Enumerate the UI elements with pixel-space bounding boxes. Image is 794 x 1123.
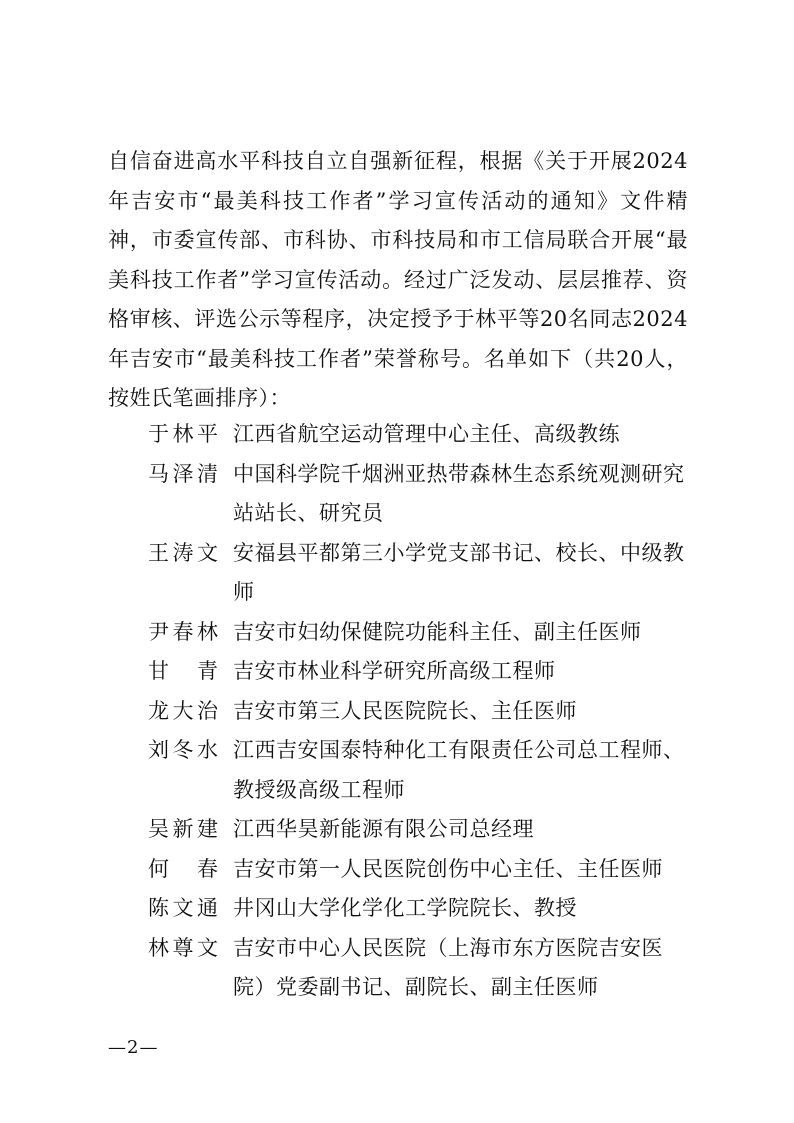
honoree-title: 安福县平都第三小学党支部书记、校长、中级教师 [233, 540, 685, 604]
list-item [0, 850, 794, 890]
honoree-name: 何 春 [148, 856, 218, 881]
list-item [0, 929, 794, 1008]
honoree-name: 林尊文 [148, 935, 218, 960]
list-item [0, 652, 794, 692]
honoree-name: 于林平 [148, 422, 218, 446]
page-number: —2— [108, 1037, 159, 1058]
honoree-title: 江西华昊新能源有限公司总经理 [233, 817, 534, 841]
honoree-title: 吉安市林业科学研究所高级工程师 [233, 659, 556, 683]
list-item [0, 692, 794, 732]
list-item [0, 889, 794, 929]
honoree-title: 中国科学院千烟洲亚热带森林生态系统观测研究站站长、研究员 [233, 461, 685, 525]
honoree-title: 江西吉安国泰特种化工有限责任公司总工程师、教授级高级工程师 [233, 738, 685, 802]
list-item [0, 534, 794, 613]
list-item [0, 731, 794, 810]
list-item [0, 810, 794, 850]
honoree-name: 陈文通 [148, 896, 218, 920]
honoree-title: 吉安市中心人民医院（上海市东方医院吉安医院）党委副书记、副院长、副主任医师 [233, 935, 663, 999]
honoree-title: 江西省航空运动管理中心主任、高级教练 [233, 422, 620, 446]
honoree-name: 甘 青 [148, 659, 218, 683]
list-item [0, 455, 794, 534]
honoree-name: 吴新建 [148, 817, 218, 841]
honoree-title: 井冈山大学化学化工学院院长、教授 [233, 896, 577, 920]
honoree-name: 尹春林 [148, 619, 218, 644]
honoree-name: 马泽清 [148, 461, 218, 486]
body-paragraph: 自信奋进高水平科技自立自强新征程，根据《关于开展2024年吉安市“最美科技工作者”学习宣传活动的通知》文件精神，市委宣传部、市科协、市科技局和市工信局联合开展“最美科技工作者”学习宣传活动。经过广泛发动、层层推荐、资格审核、评选公示等程序，决定授予于林平等20名同志2024年吉安市“最美科技工作者”荣誉称号。名单如下（共20人，按姓氏笔画排序）： [108, 149, 688, 410]
honoree-title: 吉安市第三人民医院院长、主任医师 [233, 698, 577, 723]
honoree-title: 吉安市妇幼保健院功能科主任、副主任医师 [233, 619, 642, 644]
honoree-name: 龙大治 [148, 698, 218, 723]
honoree-list [0, 415, 794, 1008]
honoree-name: 王涛文 [148, 540, 218, 565]
list-item [0, 613, 794, 653]
list-item [0, 415, 794, 455]
honoree-title: 吉安市第一人民医院创伤中心主任、主任医师 [233, 856, 663, 881]
honoree-name: 刘冬水 [148, 738, 218, 762]
